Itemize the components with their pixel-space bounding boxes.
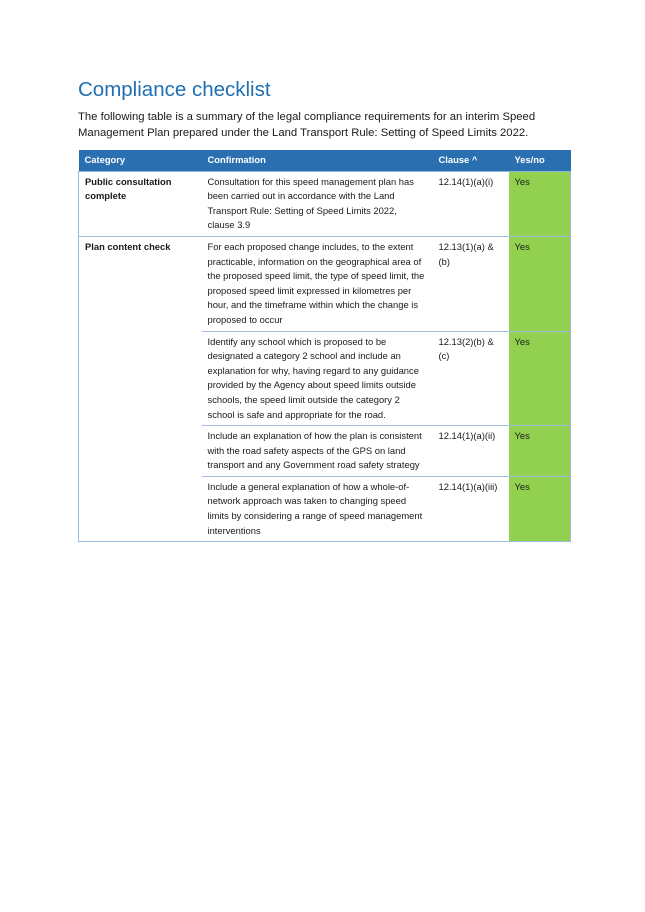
confirmation-cell: Identify any school which is proposed to be designated a category 2 school and include an explanation for why, having regard to any guidance provided by the Agency about speed limits outside schools, the speed limit outside the category 2 school is safe and appropriate for the road. xyxy=(202,331,433,426)
compliance-table xyxy=(78,150,571,542)
table-row xyxy=(79,331,571,426)
confirmation-cell: Consultation for this speed management plan has been carried out in accordance with the Land Transport Rule: Setting of Speed Limits 2022, clause 3.9 xyxy=(202,171,433,236)
category-cell xyxy=(79,426,202,477)
table-row xyxy=(79,476,571,541)
page-title: Compliance checklist xyxy=(78,78,271,101)
table-row xyxy=(79,236,571,331)
category-cell: Plan content check xyxy=(79,236,202,331)
confirmation-cell: For each proposed change includes, to the extent practicable, information on the geographical area of the proposed speed limit, the type of speed limit, the proposed speed limit expressed in kilometres per hour, and the timeframe within which the change is proposed to occur xyxy=(202,236,433,331)
clause-cell: 12.13(1)(a) & (b) xyxy=(433,236,509,331)
clause-cell: 12.14(1)(a)(ii) xyxy=(433,426,509,477)
answer-cell: Yes xyxy=(509,236,571,331)
clause-cell: 12.14(1)(a)(i) xyxy=(433,171,509,236)
header-confirmation: Confirmation xyxy=(202,150,433,171)
clause-cell: 12.13(2)(b) & (c) xyxy=(433,331,509,426)
table-row xyxy=(79,171,571,236)
answer-cell: Yes xyxy=(509,476,571,541)
answer-cell: Yes xyxy=(509,426,571,477)
answer-cell: Yes xyxy=(509,171,571,236)
answer-cell: Yes xyxy=(509,331,571,426)
table-row xyxy=(79,426,571,477)
category-cell xyxy=(79,331,202,426)
table-header-row xyxy=(79,150,571,171)
confirmation-cell: Include a general explanation of how a whole-of-network approach was taken to changing speed limits by considering a range of speed management interventions xyxy=(202,476,433,541)
category-cell xyxy=(79,476,202,541)
header-answer: Yes/no xyxy=(509,150,571,171)
clause-cell: 12.14(1)(a)(iii) xyxy=(433,476,509,541)
header-category: Category xyxy=(79,150,202,171)
confirmation-cell: Include an explanation of how the plan is consistent with the road safety aspects of the GPS on land transport and any Government road safety strategy xyxy=(202,426,433,477)
category-cell: Public consultation complete xyxy=(79,171,202,236)
intro-paragraph: The following table is a summary of the legal compliance requirements for an interim Speed Management Plan prepared under the Land Transport Rule: Setting of Speed Limits 2022. xyxy=(78,111,536,139)
header-clause: Clause ^ xyxy=(433,150,509,171)
